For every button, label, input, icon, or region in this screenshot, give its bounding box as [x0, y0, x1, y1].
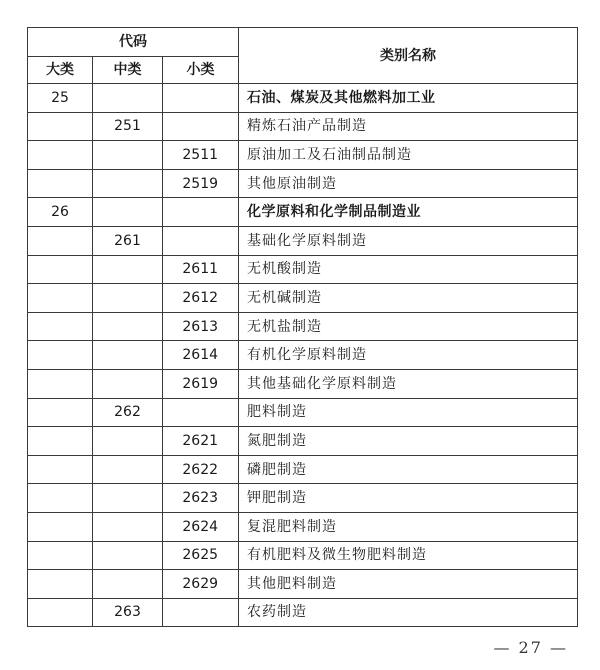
- table-row: [28, 455, 578, 484]
- table-row: [28, 169, 578, 198]
- minor-class-code: 2629: [163, 570, 239, 599]
- mid-class-code: [93, 141, 163, 170]
- category-name: 石油、煤炭及其他燃料加工业: [239, 84, 578, 113]
- major-class-code: [28, 484, 93, 513]
- major-class-code: [28, 169, 93, 198]
- major-class-code: 26: [28, 198, 93, 227]
- table-row: [28, 341, 578, 370]
- minor-class-code: 2621: [163, 427, 239, 456]
- mid-class-code: 262: [93, 398, 163, 427]
- minor-class-code: [163, 112, 239, 141]
- major-class-code: [28, 341, 93, 370]
- category-name: 原油加工及石油制品制造: [239, 141, 578, 170]
- category-name: 肥料制造: [239, 398, 578, 427]
- mid-class-code: [93, 255, 163, 284]
- minor-class-code: 2612: [163, 284, 239, 313]
- category-name: 无机碱制造: [239, 284, 578, 313]
- minor-class-code: 2511: [163, 141, 239, 170]
- table-row: [28, 198, 578, 227]
- category-name: 氮肥制造: [239, 427, 578, 456]
- major-class-code: [28, 284, 93, 313]
- mid-class-header: 中类: [93, 57, 163, 84]
- minor-class-code: 2613: [163, 312, 239, 341]
- major-class-code: [28, 598, 93, 627]
- category-name: 无机酸制造: [239, 255, 578, 284]
- minor-class-code: 2619: [163, 369, 239, 398]
- major-class-code: [28, 455, 93, 484]
- category-name: 无机盐制造: [239, 312, 578, 341]
- major-class-code: [28, 226, 93, 255]
- table-row: [28, 112, 578, 141]
- major-class-code: [28, 312, 93, 341]
- category-name: 农药制造: [239, 598, 578, 627]
- category-name: 磷肥制造: [239, 455, 578, 484]
- mid-class-code: [93, 570, 163, 599]
- category-name-header: 类别名称: [239, 28, 578, 84]
- minor-class-code: [163, 198, 239, 227]
- major-class-code: [28, 427, 93, 456]
- mid-class-code: [93, 198, 163, 227]
- mid-class-code: 251: [93, 112, 163, 141]
- mid-class-code: 261: [93, 226, 163, 255]
- category-name: 其他基础化学原料制造: [239, 369, 578, 398]
- minor-class-code: [163, 398, 239, 427]
- table-header: [28, 28, 578, 84]
- category-name: 精炼石油产品制造: [239, 112, 578, 141]
- table-row: [28, 312, 578, 341]
- table-row: [28, 226, 578, 255]
- minor-class-code: 2625: [163, 541, 239, 570]
- page-number: — 27 —: [493, 638, 568, 657]
- table-row: [28, 255, 578, 284]
- table-row: [28, 398, 578, 427]
- table-row: [28, 541, 578, 570]
- mid-class-code: [93, 369, 163, 398]
- major-class-code: [28, 369, 93, 398]
- minor-class-code: 2519: [163, 169, 239, 198]
- mid-class-code: [93, 455, 163, 484]
- major-class-code: [28, 255, 93, 284]
- code-group-header: 代码: [28, 28, 239, 57]
- table-row: [28, 427, 578, 456]
- minor-class-code: 2611: [163, 255, 239, 284]
- mid-class-code: [93, 169, 163, 198]
- table-row: [28, 570, 578, 599]
- minor-class-code: 2614: [163, 341, 239, 370]
- industry-code-table: [27, 27, 578, 627]
- table-row: [28, 512, 578, 541]
- major-class-code: [28, 112, 93, 141]
- major-class-code: [28, 398, 93, 427]
- mid-class-code: [93, 484, 163, 513]
- mid-class-code: 263: [93, 598, 163, 627]
- category-name: 基础化学原料制造: [239, 226, 578, 255]
- mid-class-code: [93, 312, 163, 341]
- mid-class-code: [93, 427, 163, 456]
- mid-class-code: [93, 341, 163, 370]
- category-name: 化学原料和化学制品制造业: [239, 198, 578, 227]
- category-name: 其他肥料制造: [239, 570, 578, 599]
- minor-class-code: 2622: [163, 455, 239, 484]
- minor-class-code: [163, 84, 239, 113]
- minor-class-code: [163, 226, 239, 255]
- table-row: [28, 369, 578, 398]
- minor-class-code: 2624: [163, 512, 239, 541]
- major-class-code: [28, 541, 93, 570]
- minor-class-code: 2623: [163, 484, 239, 513]
- category-name: 复混肥料制造: [239, 512, 578, 541]
- major-class-code: [28, 512, 93, 541]
- category-name: 其他原油制造: [239, 169, 578, 198]
- category-name: 有机肥料及微生物肥料制造: [239, 541, 578, 570]
- major-class-code: 25: [28, 84, 93, 113]
- mid-class-code: [93, 512, 163, 541]
- minor-class-header: 小类: [163, 57, 239, 84]
- table-row: [28, 484, 578, 513]
- major-class-header: 大类: [28, 57, 93, 84]
- table-row: [28, 84, 578, 113]
- table-row: [28, 598, 578, 627]
- major-class-code: [28, 141, 93, 170]
- table-row: [28, 141, 578, 170]
- major-class-code: [28, 570, 93, 599]
- mid-class-code: [93, 541, 163, 570]
- table-body: [28, 84, 578, 627]
- mid-class-code: [93, 284, 163, 313]
- table-row: [28, 284, 578, 313]
- category-name: 有机化学原料制造: [239, 341, 578, 370]
- category-name: 钾肥制造: [239, 484, 578, 513]
- minor-class-code: [163, 598, 239, 627]
- mid-class-code: [93, 84, 163, 113]
